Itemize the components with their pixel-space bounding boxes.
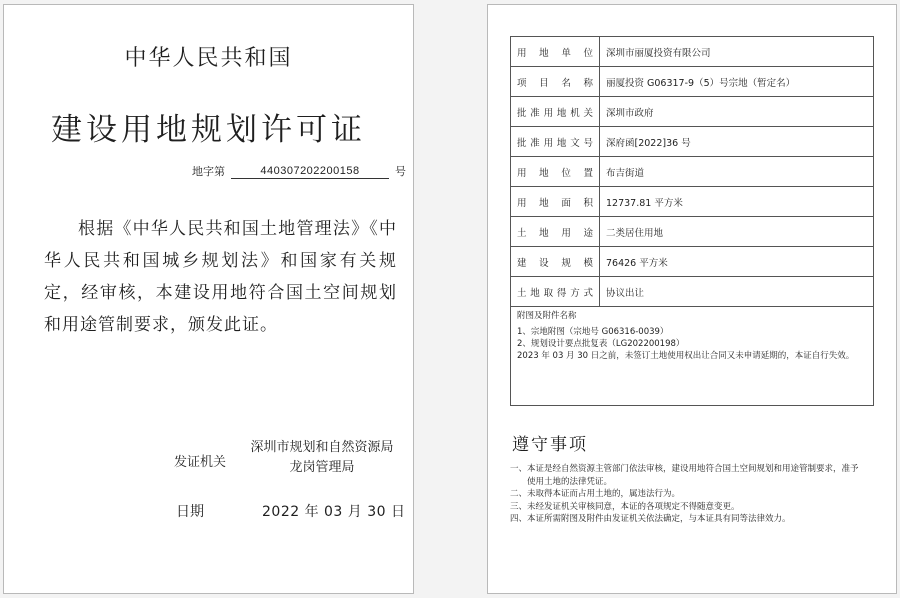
table-row bbox=[511, 67, 874, 97]
table-row bbox=[511, 187, 874, 217]
table-row bbox=[511, 247, 874, 277]
row-label: 建设规模 bbox=[511, 247, 600, 277]
attachment-item: 2、规划设计要点批复表（LG202200198） bbox=[517, 339, 685, 349]
notice-title: 遵守事项 bbox=[512, 435, 588, 455]
date-label: 日期 bbox=[176, 504, 204, 520]
certificate-title: 建设用地规划许可证 bbox=[51, 112, 366, 148]
row-value: 12737.81 平方米 bbox=[600, 187, 874, 217]
row-value: 深圳市丽厦投资有限公司 bbox=[600, 37, 874, 67]
attachments-box bbox=[510, 304, 874, 406]
row-value: 二类居住用地 bbox=[600, 217, 874, 247]
issuer-name bbox=[237, 438, 407, 478]
table-row bbox=[511, 217, 874, 247]
row-label: 批准用地文号 bbox=[511, 127, 600, 157]
country-name: 中华人民共和国 bbox=[124, 46, 293, 71]
row-label: 项目名称 bbox=[511, 67, 600, 97]
table-row bbox=[511, 157, 874, 187]
notice-item bbox=[510, 513, 864, 526]
table-row bbox=[511, 277, 874, 307]
notice-item bbox=[510, 488, 864, 501]
issue-date: 2022 年 03 月 30 日 bbox=[262, 504, 406, 520]
attachments-heading: 附图及附件名称 bbox=[517, 311, 577, 321]
row-label: 土地取得方式 bbox=[511, 277, 600, 307]
certificate-front-page bbox=[3, 4, 414, 594]
row-label: 用地位置 bbox=[511, 157, 600, 187]
certificate-body-text: 根据《中华人民共和国土地管理法》《中华人民共和国城乡规划法》和国家有关规定，经审核，本建设用地符合国土空间规划和用途管制要求，颁发此证。 bbox=[44, 219, 397, 335]
table-row bbox=[511, 97, 874, 127]
issuer-name-line1: 深圳市规划和自然资源局 bbox=[250, 440, 394, 455]
notice-text: 未经发证机关审核同意，本证的各项规定不得随意变更。 bbox=[527, 501, 740, 512]
row-value: 深府函[2022]36 号 bbox=[600, 127, 874, 157]
row-value: 深圳市政府 bbox=[600, 97, 874, 127]
notice-text: 本证所需附图及附件由发证机关依法确定，与本证具有同等法律效力。 bbox=[527, 514, 791, 524]
notice-text: 本证是经自然资源主管部门依法审核，建设用地符合国土空间规划和用途管制要求，准予使用土地的法律凭证。 bbox=[527, 464, 859, 487]
certificate-details-page bbox=[487, 4, 897, 594]
table-row bbox=[511, 37, 874, 67]
row-label: 土地用途 bbox=[511, 217, 600, 247]
notice-item bbox=[510, 501, 864, 514]
notice-text: 未取得本证而占用土地的，属违法行为。 bbox=[527, 489, 681, 499]
certificate-number-line bbox=[192, 163, 409, 179]
certificate-number-prefix: 地字第 bbox=[192, 165, 225, 178]
row-label: 用地单位 bbox=[511, 37, 600, 67]
notice-list bbox=[510, 463, 864, 526]
issuer-name-line2: 龙岗管理局 bbox=[289, 460, 355, 475]
notice-number: 一、 bbox=[510, 464, 528, 474]
notice-number: 四、 bbox=[510, 514, 528, 524]
row-value: 丽厦投资 G06317-9（5）号宗地（暂定名） bbox=[600, 67, 874, 97]
notice-number: 二、 bbox=[510, 489, 528, 499]
notice-number: 三、 bbox=[510, 501, 528, 512]
land-info-table bbox=[510, 36, 874, 307]
notice-item bbox=[510, 463, 864, 488]
row-label: 批准用地机关 bbox=[511, 97, 600, 127]
issuer-label: 发证机关 bbox=[174, 455, 227, 470]
table-row bbox=[511, 127, 874, 157]
attachment-expiry-note: 2023 年 03 月 30 日之前，未签订土地使用权出让合同又未申请延期的，本证自行失效。 bbox=[517, 351, 855, 361]
row-value: 布吉街道 bbox=[600, 157, 874, 187]
certificate-number-suffix: 号 bbox=[395, 165, 406, 178]
row-value: 76426 平方米 bbox=[600, 247, 874, 277]
attachment-item: 1、宗地附图（宗地号 G06316-0039） bbox=[517, 327, 669, 337]
row-value: 协议出让 bbox=[600, 277, 874, 307]
certificate-number: 440307202200158 bbox=[231, 165, 389, 179]
row-label: 用地面积 bbox=[511, 187, 600, 217]
